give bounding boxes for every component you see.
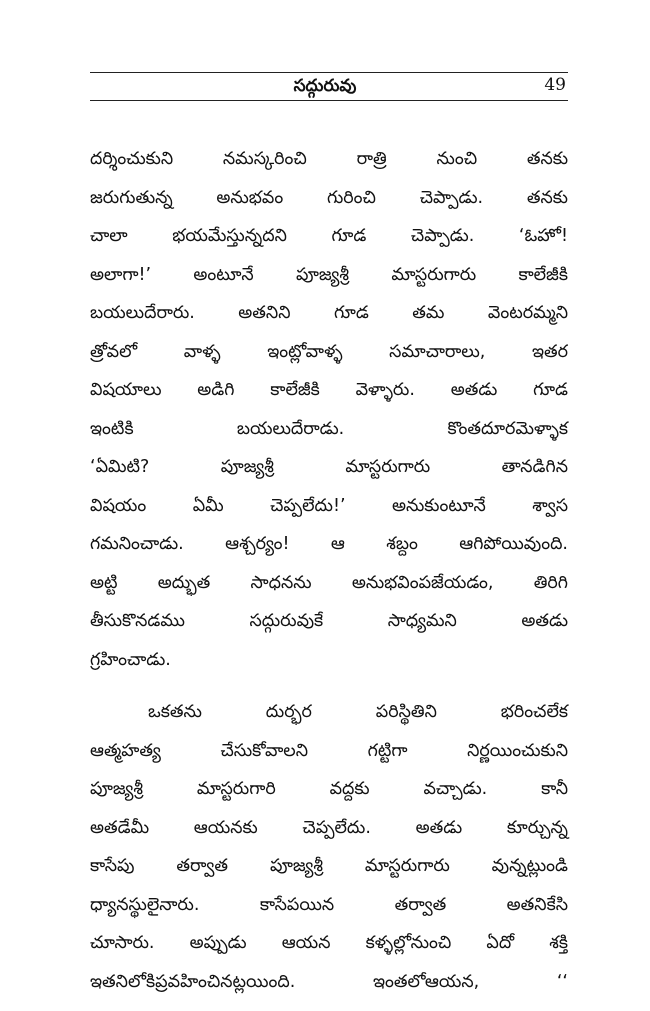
text-line: విషయాలు అడిగి కాలేజీకి వెళ్ళారు. అతడు గూడ — [90, 380, 568, 400]
text-line: బయలుదేరారు. అతనిని గూడ తమ వెంటరమ్మని — [90, 303, 568, 323]
page-number: 49 — [544, 75, 566, 95]
text-line: అతడేమీ ఆయనకు చెప్పలేదు. అతడు కూర్చున్న — [90, 817, 568, 838]
text-line: ధ్యానస్థులైనారు. కాసేపయిన తర్వాత అతనికేసి — [90, 894, 568, 915]
text-line: ‘ఏమిటి? పూజ్యశ్రీ మాస్టరుగారు తానడిగిన — [90, 457, 568, 477]
text-line: కాసేపు తర్వాత పూజ్యశ్రీ మాస్టరుగారు వున్నట్లుండి — [90, 856, 568, 876]
paragraph-spacer — [90, 679, 568, 693]
running-header-title: సద్గురువు — [293, 76, 357, 96]
text-line: గమనించాడు. ఆశ్చర్యం! ఆ శబ్దం ఆగిపోయివుంది. — [90, 534, 568, 554]
text-line: అలాగా!’ అంటూనే పూజ్యశ్రీ మాస్టరుగారు కాలేజీకి — [90, 264, 568, 285]
text-line: త్రోవలో వాళ్ళ ఇంట్లోవాళ్ళ సమాచారాలు, ఇతర — [90, 341, 568, 362]
header-bottom-rule — [90, 100, 568, 101]
body-text — [90, 140, 568, 1001]
text-line: తీసుకొనడము సద్గురువుకే సాధ్యమని అతడు — [90, 611, 568, 631]
text-line: ఇతనిలోకిప్రవహించినట్లయింది. ఇంతలోఆయన, ‘‘ — [90, 971, 568, 992]
text-line: జరుగుతున్న అనుభవం గురించి చెప్పాడు. తనకు — [90, 187, 568, 208]
paragraph-1 — [90, 140, 568, 679]
text-line: ఆత్మహత్య చేసుకోవాలని గట్టిగా నిర్ణయించుకుని — [90, 740, 568, 761]
text-line: ఒకతను దుర్భర పరిస్థితిని భరించలేక — [148, 702, 568, 722]
paragraph-2 — [90, 693, 568, 1001]
text-line: చూసారు. అప్పుడు ఆయన కళ్ళల్లోనుంచి ఏదో శక్తి — [90, 933, 568, 953]
text-line: అట్టి అద్భుత సాధనను అనుభవింపజేయడం, తిరిగి — [90, 572, 568, 593]
text-line: చాలా భయమేస్తున్నదని గూడ చెప్పాడు. ‘ఓహో! — [90, 226, 568, 246]
text-line: విషయం ఏమీ చెప్పలేదు!’ అనుకుంటూనే శ్వాస — [90, 495, 568, 516]
text-line: పూజ్యశ్రీ మాస్టరుగారి వద్దకు వచ్చాడు. కానీ — [90, 779, 568, 799]
text-line: ఇంటికి బయలుదేరాడు. కొంతదూరమెళ్ళాక — [90, 418, 568, 439]
text-line: గ్రహించాడు. — [90, 649, 171, 670]
header-top-rule — [90, 72, 568, 73]
text-line: దర్శించుకుని నమస్కరించి రాత్రి నుంచి తనకు — [90, 149, 568, 169]
